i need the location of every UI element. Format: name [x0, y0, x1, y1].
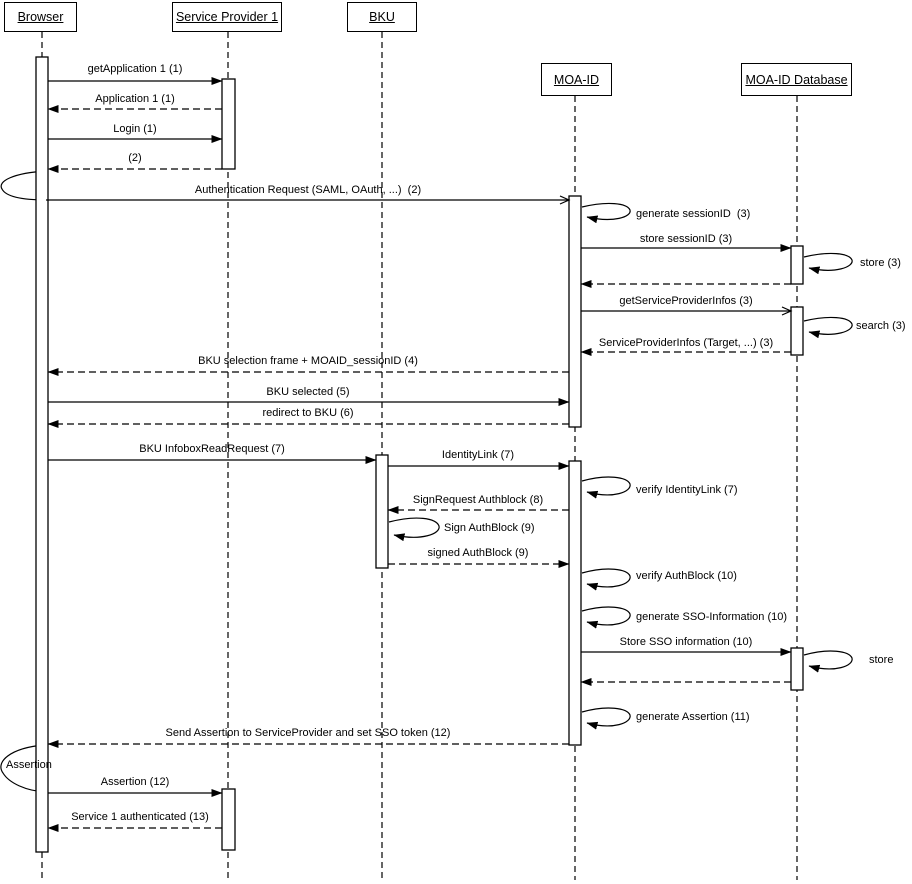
actor-box-bku	[347, 2, 417, 32]
activation-db-b	[791, 307, 803, 355]
message-label: BKU selected (5)	[266, 386, 350, 398]
actor-label: Service Provider 1	[175, 10, 279, 24]
message-label: Service 1 authenticated (13)	[71, 811, 209, 823]
message-label: generate sessionID (3)	[636, 208, 751, 220]
message-label: Login (1)	[113, 123, 157, 135]
activation-db-c	[791, 648, 803, 690]
actor-box-browser	[4, 2, 77, 32]
actor-label: Browser	[17, 10, 64, 24]
message-label: store	[869, 654, 894, 666]
message-label: BKU InfoboxReadRequest (7)	[139, 443, 285, 455]
loop-generate-sso-information	[582, 607, 630, 625]
actor-label: MOA-ID	[553, 72, 600, 87]
activation-moa-id-a	[569, 196, 581, 427]
message-label: Store SSO information (10)	[619, 636, 753, 648]
message-label: BKU selection frame + MOAID_sessionID (4)	[198, 355, 418, 367]
message-label: Application 1 (1)	[95, 93, 175, 105]
actor-box-service-provider-1	[172, 2, 282, 32]
loop-sign-authblock	[389, 518, 439, 537]
activation-bku	[376, 455, 388, 568]
message-label: Send Assertion to ServiceProvider and set SSO token (12)	[165, 727, 451, 739]
loop-generate-assertion	[582, 708, 630, 726]
loop-generate-sessionid	[582, 203, 630, 219]
activation-sp1-a	[222, 79, 235, 169]
message-label: SignRequest Authblock (8)	[412, 494, 544, 506]
actor-box-moa-id-database	[741, 63, 852, 96]
message-label: search (3)	[856, 320, 906, 332]
message-label: generate Assertion (11)	[636, 711, 750, 723]
message-label: getServiceProviderInfos (3)	[619, 295, 753, 307]
activation-db-a	[791, 246, 803, 284]
actor-label: BKU	[369, 10, 395, 24]
loop-search-3	[804, 317, 852, 334]
message-label: Authentication Request (SAML, OAuth, ...) (2)	[194, 184, 422, 196]
message-label: verify IdentityLink (7)	[636, 484, 738, 496]
activation-sp1-b	[222, 789, 235, 850]
loop-verify-authblock	[582, 569, 630, 587]
message-label: verify AuthBlock (10)	[636, 570, 737, 582]
actor-label: MOA-ID Database	[745, 72, 848, 87]
message-label: Assertion (12)	[100, 776, 170, 788]
activation-browser	[36, 57, 48, 852]
message-label: getApplication 1 (1)	[87, 63, 183, 75]
loop-store-3	[804, 253, 852, 270]
activation-moa-id-b	[569, 461, 581, 745]
message-label: generate SSO-Information (10)	[636, 611, 788, 623]
message-label: Sign AuthBlock (9)	[444, 522, 535, 534]
message-label: (2)	[128, 152, 142, 164]
message-label: store (3)	[860, 257, 901, 269]
loop-store-sso	[804, 651, 852, 669]
message-label: redirect to BKU (6)	[262, 407, 354, 419]
message-label: Assertion	[6, 759, 52, 771]
actor-box-moa-id	[541, 63, 612, 96]
message-label: signed AuthBlock (9)	[427, 547, 529, 559]
loop-verify-identitylink	[582, 477, 630, 495]
message-label: store sessionID (3)	[639, 233, 733, 245]
message-label: ServiceProviderInfos (Target, ...) (3)	[598, 337, 774, 349]
message-label: IdentityLink (7)	[441, 449, 515, 461]
lifelines	[42, 32, 797, 880]
